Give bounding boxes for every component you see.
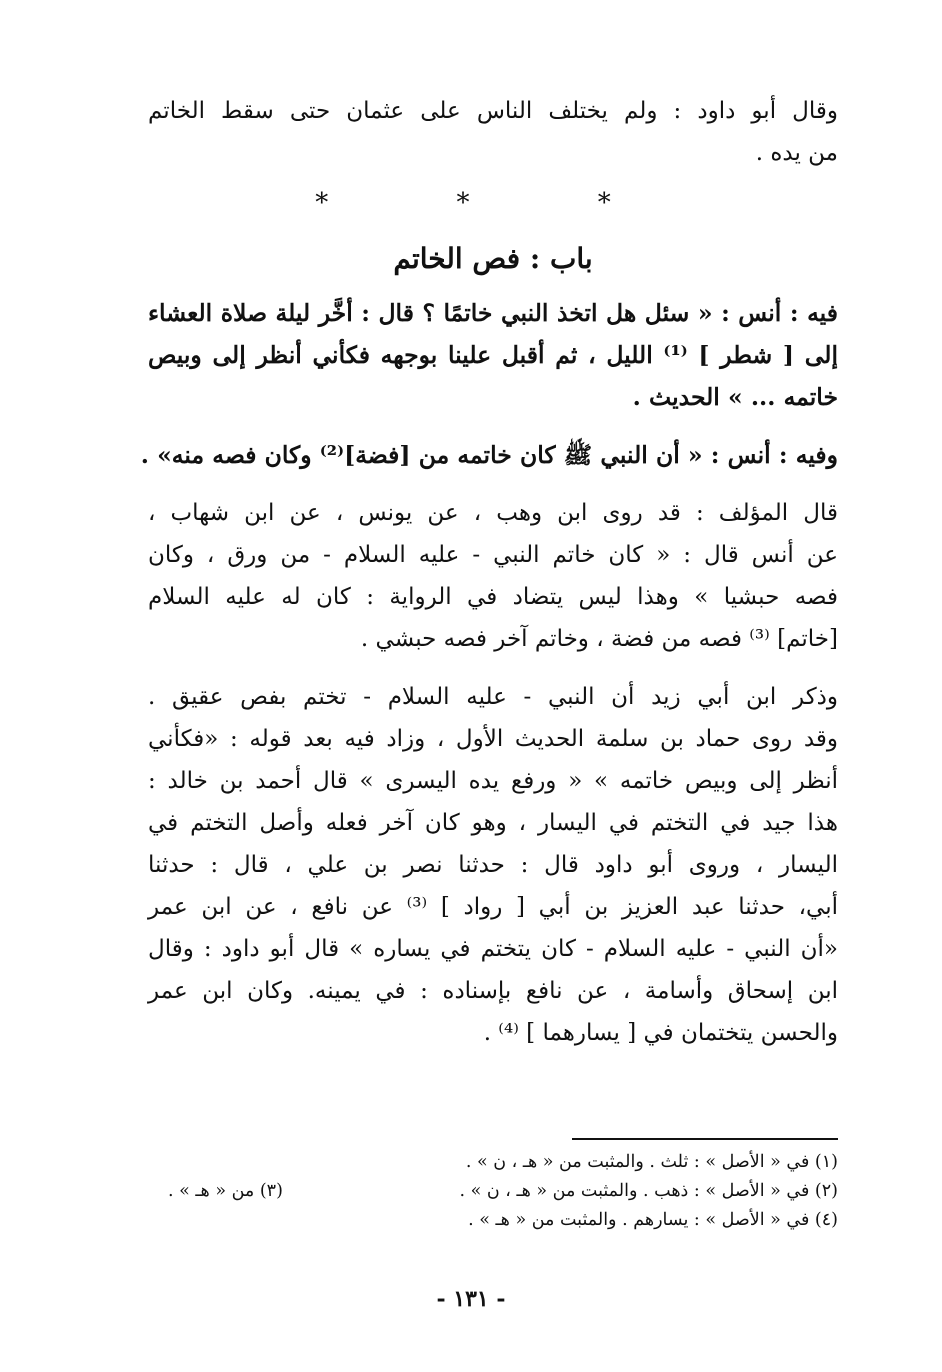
text-line: فصه حبشيا » وهذا ليس يتضاد في الرواية : كان له عليه السلام: [148, 584, 838, 610]
footnote-1: (١) في « الأصل » : ثلث . والمثبت من « هـ ، ن » .: [465, 1152, 838, 1172]
page-body: [140, 90, 838, 1054]
section-separator: * * *: [315, 188, 671, 218]
text-line: أبي، حدثنا عبد العزيز بن أبي [ رواد ] ⁽³⁾ عن نافع ، عن ابن عمر: [148, 894, 838, 920]
hadith-paragraph-2: [140, 434, 838, 476]
footnote-2: (٢) في « الأصل » : ذهب . والمثبت من « هـ ، ن » .: [459, 1181, 838, 1201]
chapter-title: باب : فص الخاتم: [393, 242, 593, 275]
text-line: قال المؤلف : قد روى ابن وهب ، عن يونس ، عن ابن شهاب ،: [148, 500, 838, 526]
text-line: خاتمه ... » الحديث .: [632, 383, 838, 411]
text-line: ابن إسحاق وأسامة ، عن نافع بإسناده : في يمينه. وكان ابن عمر: [148, 978, 838, 1004]
text-line: فيه : أنس : « سئل هل اتخذ النبي خاتمًا ؟ قال : أخَّر ليلة صلاة العشاء: [148, 299, 838, 327]
text-line: وفيه : أنس : « أن النبي ﷺ كان خاتمه من [فضة]⁽²⁾ وكان فصه منه» .: [140, 441, 838, 469]
text-line: [خاتم] ⁽³⁾ فصه من فضة ، وخاتم آخر فصه حبشي .: [360, 626, 838, 652]
text-line: اليسار ، وروى أبو داود قال : حدثنا نصر بن علي ، قال : حدثنا: [148, 852, 838, 878]
commentary-paragraph-1: [148, 492, 838, 660]
text-line: وقال أبو داود : ولم يختلف الناس على عثمان حتى سقط الخاتم: [148, 98, 838, 124]
commentary-paragraph-2: [148, 676, 838, 1054]
text-line: هذا جيد في التختم في اليسار ، وهو كان آخر فعله وأصل التختم في: [148, 810, 838, 836]
footnote-row: [148, 1148, 838, 1177]
footnote-divider: [572, 1138, 838, 1140]
footnotes: [148, 1148, 838, 1235]
text-line: «أن النبي - عليه السلام - كان يتختم في يساره » قال أبو داود : وقال: [148, 936, 838, 962]
hadith-paragraph-1: [148, 292, 838, 418]
text-line: والحسن يتختمان في [ يسارهما ] ⁽⁴⁾ .: [483, 1020, 838, 1046]
text-line: وقد روى حماد بن سلمة الحديث الأول ، وزاد فيه بعد قوله : «فكأني: [148, 726, 838, 752]
page-number: - ١٣١ -: [436, 1286, 506, 1312]
footnote-row: [148, 1177, 838, 1206]
text-line: إلى [ شطر ] ⁽¹⁾ الليل ، ثم أقبل علينا بوجهه فكأني أنظر إلى وبيص: [148, 341, 838, 369]
text-line: أنظر إلى وبيص خاتمه » « ورفع يده اليسرى » قال أحمد بن خالد :: [148, 768, 838, 794]
text-line: وذكر ابن أبي زيد أن النبي - عليه السلام - تختم بفص عقيق .: [148, 684, 838, 710]
footnote-row: [148, 1206, 838, 1235]
footnote-4: (٤) في « الأصل » : يسارهم . والمثبت من « هـ » .: [468, 1210, 838, 1230]
text-line: عن أنس قال : « كان خاتم النبي - عليه السلام - من ورق ، وكان: [148, 542, 838, 568]
text-line: من يده .: [755, 140, 838, 166]
footnote-3: (٣) من « هـ » .: [168, 1181, 283, 1201]
intro-paragraph: [148, 90, 838, 174]
